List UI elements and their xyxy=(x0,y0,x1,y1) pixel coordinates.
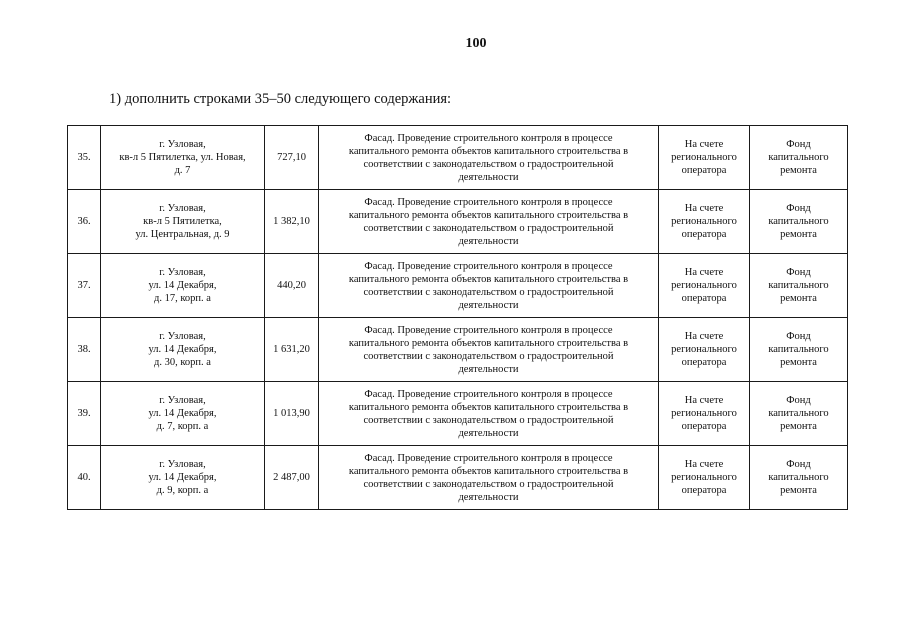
description-cell-line: Фасад. Проведение строительного контроля в процессе xyxy=(364,324,613,336)
address-cell xyxy=(101,190,265,254)
description-cell-line: капитального ремонта объектов капитального строительства в xyxy=(348,465,629,477)
table-row xyxy=(68,190,848,254)
description-cell-line: деятельности xyxy=(458,235,519,247)
fund-cell xyxy=(750,254,848,318)
description-cell-line: соответствии с законодательством о градостроительной xyxy=(363,414,614,426)
account-cell-line: оператора xyxy=(681,165,727,176)
address-cell-line: г. Узловая, xyxy=(159,395,206,406)
description-cell xyxy=(319,126,659,190)
fund-cell-line: Фонд xyxy=(786,203,811,214)
fund-cell-line: Фонд xyxy=(786,331,811,342)
area-cell: 1 013,90 xyxy=(265,382,319,446)
address-cell-line: д. 7, корп. а xyxy=(156,421,209,432)
account-cell xyxy=(659,126,750,190)
area-cell: 1 382,10 xyxy=(265,190,319,254)
account-cell xyxy=(659,318,750,382)
fund-cell-line: Фонд xyxy=(786,139,811,150)
description-cell-line: соответствии с законодательством о градостроительной xyxy=(363,222,614,234)
address-cell-line: д. 9, корп. а xyxy=(156,485,209,496)
account-cell-line: оператора xyxy=(681,229,727,240)
account-cell xyxy=(659,382,750,446)
description-cell-line: соответствии с законодательством о градостроительной xyxy=(363,478,614,490)
description-cell-line: соответствии с законодательством о градостроительной xyxy=(363,158,614,170)
address-cell xyxy=(101,446,265,510)
area-cell: 440,20 xyxy=(265,254,319,318)
fund-cell-line: капитального xyxy=(768,344,829,355)
address-cell-line: ул. 14 Декабря, xyxy=(148,408,217,419)
fund-cell-line: ремонта xyxy=(780,485,817,496)
account-cell-line: регионального xyxy=(671,216,737,227)
address-cell-line: д. 7 xyxy=(174,165,191,176)
fund-cell-line: капитального xyxy=(768,472,829,483)
account-cell-line: На счете xyxy=(684,203,724,214)
description-cell-line: деятельности xyxy=(458,299,519,311)
account-cell-line: регионального xyxy=(671,344,737,355)
account-cell-line: оператора xyxy=(681,485,727,496)
fund-cell-line: Фонд xyxy=(786,395,811,406)
account-cell-line: На счете xyxy=(684,331,724,342)
fund-cell-line: Фонд xyxy=(786,459,811,470)
fund-cell xyxy=(750,190,848,254)
fund-cell xyxy=(750,446,848,510)
address-cell-line: ул. 14 Декабря, xyxy=(148,472,217,483)
fund-cell xyxy=(750,126,848,190)
address-cell xyxy=(101,126,265,190)
description-cell-line: капитального ремонта объектов капитального строительства в xyxy=(348,145,629,157)
account-cell-line: регионального xyxy=(671,152,737,163)
description-cell-line: деятельности xyxy=(458,171,519,183)
address-cell-line: кв-л 5 Пятилетка, ул. Новая, xyxy=(119,152,246,163)
address-cell-line: г. Узловая, xyxy=(159,459,206,470)
description-cell xyxy=(319,382,659,446)
description-cell-line: Фасад. Проведение строительного контроля в процессе xyxy=(364,388,613,400)
row-number-cell: 38. xyxy=(68,318,101,382)
address-cell-line: г. Узловая, xyxy=(159,203,206,214)
description-cell-line: капитального ремонта объектов капитального строительства в xyxy=(348,337,629,349)
fund-cell-line: ремонта xyxy=(780,421,817,432)
address-cell-line: ул. 14 Декабря, xyxy=(148,344,217,355)
table-row xyxy=(68,446,848,510)
description-cell-line: деятельности xyxy=(458,491,519,503)
account-cell xyxy=(659,446,750,510)
description-cell-line: капитального ремонта объектов капитального строительства в xyxy=(348,273,629,285)
table-body xyxy=(68,126,848,510)
description-cell xyxy=(319,254,659,318)
description-cell xyxy=(319,190,659,254)
fund-cell xyxy=(750,382,848,446)
account-cell-line: На счете xyxy=(684,395,724,406)
account-cell-line: регионального xyxy=(671,408,737,419)
fund-cell-line: капитального xyxy=(768,152,829,163)
area-cell: 727,10 xyxy=(265,126,319,190)
row-number-cell: 39. xyxy=(68,382,101,446)
address-cell-line: кв-л 5 Пятилетка, xyxy=(143,216,222,227)
account-cell-line: регионального xyxy=(671,280,737,291)
page-number: 100 xyxy=(465,36,487,51)
address-cell-line: ул. 14 Декабря, xyxy=(148,280,217,291)
address-cell xyxy=(101,382,265,446)
fund-cell-line: ремонта xyxy=(780,357,817,368)
table-row xyxy=(68,254,848,318)
account-cell-line: регионального xyxy=(671,472,737,483)
table-row xyxy=(68,126,848,190)
fund-cell-line: ремонта xyxy=(780,229,817,240)
description-cell-line: Фасад. Проведение строительного контроля в процессе xyxy=(364,260,613,272)
row-number-cell: 36. xyxy=(68,190,101,254)
address-cell xyxy=(101,254,265,318)
fund-cell-line: капитального xyxy=(768,216,829,227)
fund-cell-line: капитального xyxy=(768,408,829,419)
table-row xyxy=(68,318,848,382)
description-cell-line: деятельности xyxy=(458,363,519,375)
address-cell-line: д. 30, корп. а xyxy=(154,357,211,368)
account-cell xyxy=(659,190,750,254)
description-cell-line: деятельности xyxy=(458,427,519,439)
description-cell-line: соответствии с законодательством о градостроительной xyxy=(363,350,614,362)
row-number-cell: 35. xyxy=(68,126,101,190)
description-cell-line: капитального ремонта объектов капитального строительства в xyxy=(348,209,629,221)
account-cell-line: оператора xyxy=(681,421,727,432)
intro-text: 1) дополнить строками 35–50 следующего содержания: xyxy=(109,91,452,107)
address-cell-line: г. Узловая, xyxy=(159,331,206,342)
description-cell-line: соответствии с законодательством о градостроительной xyxy=(363,286,614,298)
address-cell-line: ул. Центральная, д. 9 xyxy=(135,229,230,240)
description-cell xyxy=(319,318,659,382)
description-cell-line: капитального ремонта объектов капитального строительства в xyxy=(348,401,629,413)
work-table xyxy=(67,125,848,510)
fund-cell-line: ремонта xyxy=(780,165,817,176)
account-cell-line: оператора xyxy=(681,357,727,368)
row-number-cell: 40. xyxy=(68,446,101,510)
account-cell-line: На счете xyxy=(684,139,724,150)
account-cell xyxy=(659,254,750,318)
row-number-cell: 37. xyxy=(68,254,101,318)
description-cell-line: Фасад. Проведение строительного контроля в процессе xyxy=(364,452,613,464)
address-cell-line: г. Узловая, xyxy=(159,267,206,278)
table-row xyxy=(68,382,848,446)
account-cell-line: На счете xyxy=(684,267,724,278)
description-cell xyxy=(319,446,659,510)
area-cell: 1 631,20 xyxy=(265,318,319,382)
area-cell: 2 487,00 xyxy=(265,446,319,510)
fund-cell-line: капитального xyxy=(768,280,829,291)
account-cell-line: На счете xyxy=(684,459,724,470)
description-cell-line: Фасад. Проведение строительного контроля в процессе xyxy=(364,196,613,208)
fund-cell-line: ремонта xyxy=(780,293,817,304)
description-cell-line: Фасад. Проведение строительного контроля в процессе xyxy=(364,132,613,144)
account-cell-line: оператора xyxy=(681,293,727,304)
fund-cell-line: Фонд xyxy=(786,267,811,278)
address-cell xyxy=(101,318,265,382)
address-cell-line: г. Узловая, xyxy=(159,139,206,150)
fund-cell xyxy=(750,318,848,382)
address-cell-line: д. 17, корп. а xyxy=(154,293,211,304)
